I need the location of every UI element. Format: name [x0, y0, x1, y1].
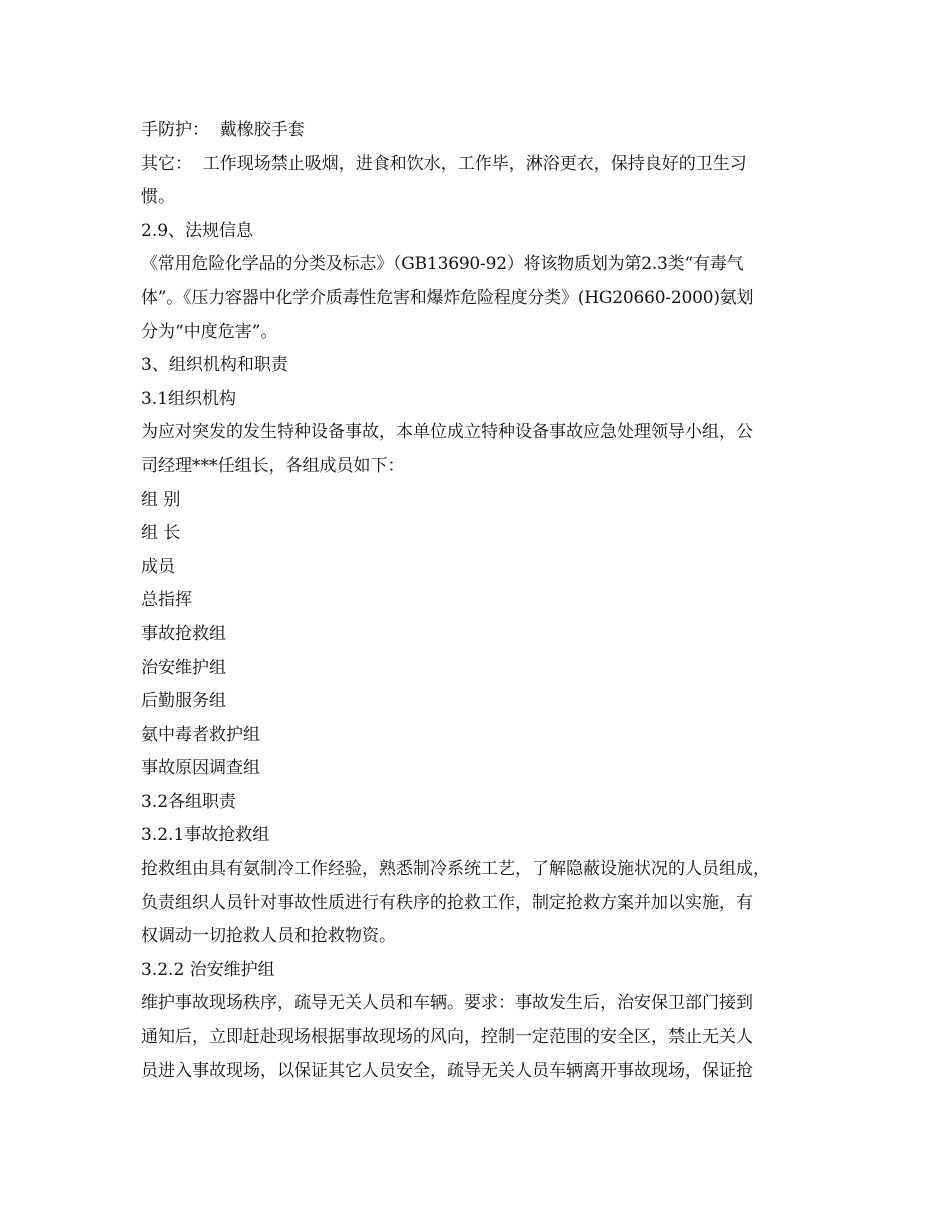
section-heading: 2.9、法规信息 [141, 220, 254, 241]
list-item: 氨中毒者救护组 [141, 724, 260, 745]
document-page [141, 114, 813, 1088]
text-line: 权调动一切抢救人员和抢救物资。 [141, 926, 396, 947]
list-item: 组 别 [141, 489, 181, 510]
text-line: 司经理***任组长，各组成员如下： [141, 455, 405, 476]
text-line: 维护事故现场秩序，疏导无关人员和车辆。要求：事故发生后，治安保卫部门接到 [141, 993, 753, 1014]
list-item: 组 长 [141, 523, 181, 544]
list-item: 总指挥 [141, 590, 192, 611]
text-line: 抢救组由具有氨制冷工作经验，熟悉制冷系统工艺，了解隐蔽设施状况的人员组成， [141, 859, 770, 880]
list-item: 成员 [141, 556, 175, 577]
text-line: 员进入事故现场，以保证其它人员安全，疏导无关人员车辆离开事故现场，保证抢 [141, 1060, 753, 1081]
text-line: 负责组织人员针对事故性质进行有秩序的抢救工作，制定抢救方案并加以实施，有 [141, 892, 753, 913]
list-item: 事故原因调查组 [141, 758, 260, 779]
text-line: 手防护： 戴橡胶手套 [141, 120, 305, 140]
subsection-heading: 3.2.2 治安维护组 [141, 959, 275, 980]
subsection-heading: 3.1组织机构 [141, 388, 237, 409]
subsection-heading: 3.2.1事故抢救组 [141, 825, 270, 846]
text-line: 分为“中度危害”。 [141, 321, 278, 342]
text-line: 其它： 工作现场禁止吸烟，进食和饮水，工作毕，淋浴更衣，保持良好的卫生习 [141, 153, 747, 174]
section-heading: 3、组织机构和职责 [141, 355, 288, 376]
text-line: 通知后，立即赶赴现场根据事故现场的风向，控制一定范围的安全区，禁止无关人 [141, 1027, 753, 1048]
subsection-heading: 3.2各组职责 [141, 791, 237, 812]
text-line: 体”。《压力容器中化学介质毒性危害和爆炸危险程度分类》(HG20660-2000)氨划 [141, 287, 754, 308]
text-line: 为应对突发的发生特种设备事故，本单位成立特种设备事故应急处理领导小组，公 [141, 422, 753, 443]
text-line: 《常用危险化学品的分类及标志》（GB13690-92）将该物质划为第2.3类“有毒气 [141, 254, 744, 275]
list-item: 后勤服务组 [141, 691, 226, 712]
text-line: 惯。 [141, 187, 175, 208]
list-item: 治安维护组 [141, 657, 226, 678]
list-item: 事故抢救组 [141, 623, 226, 644]
